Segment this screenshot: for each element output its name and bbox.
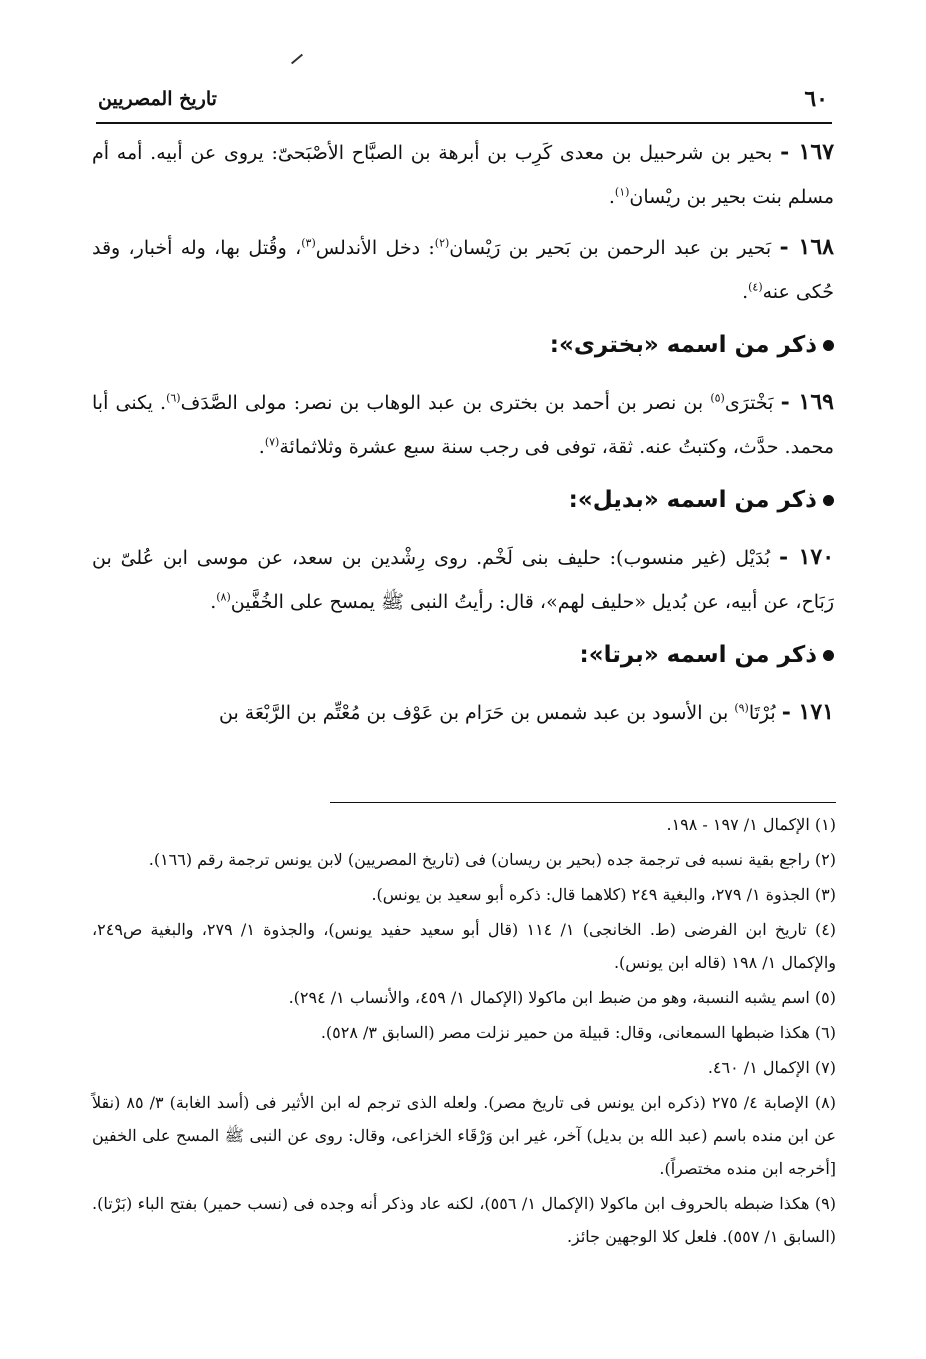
bullet-icon [823,650,834,661]
footnote-4 [92,913,836,979]
footnote-ref: (٤) [748,280,763,294]
section-heading-badil [92,475,834,525]
running-title: تاريخ المصريين [98,88,217,110]
footnote-number: (٥) [814,988,836,1007]
heading-text: ذكر من اسمه «برتا»: [579,642,817,668]
footnote-8 [92,1086,836,1185]
entry-tail: . [608,186,615,208]
footnote-number: (٩) [814,1194,836,1213]
entry-text: : دخل الأندلس [315,237,435,259]
footnote-number: (١) [814,815,836,834]
entry-text: بحير بن شرحبيل بن معدى كَرِب بن أبرهة بن الصبَّاح الأصْبَحىّ: يروى عن أبيه. أمه أم مسلم بنت بحير بن ريْسان [92,142,834,208]
entry-text: بُرْتَا [748,702,776,724]
footnote-5 [92,981,836,1014]
bullet-icon [823,495,834,506]
footnote-text: الإكمال ١/ ٤٦٠. [707,1058,810,1077]
entry-number: ١٦٩ - [780,389,834,415]
footnote-ref: (٥) [710,391,725,405]
footnotes [92,808,836,1255]
entry-tail: . [210,591,217,613]
entry-number: ١٦٨ - [779,234,834,260]
footnote-2 [92,843,836,876]
footnote-number: (٨) [814,1093,836,1112]
footnote-text: الإصابة ٤/ ٢٧٥ (ذكره ابن يونس فى تاريخ مصر). ولعله الذى ترجم له ابن الأثير فى (أسد الغابة) ٣/ ٨٥ (نقلاً عن ابن منده باسم (عبد الله بن بديل) آخر، غير ابن وَرْقَاء الخزاعى، وقال: روى عن النبى ﷺ المسح على الخفين [أخرجه ابن منده مختصراً). [92,1093,836,1178]
footnote-text: هكذا ضبطها السمعانى، وقال: قبيلة من حمير نزلت مصر (السابق ٣/ ٥٢٨). [320,1023,810,1042]
page-header [96,82,832,124]
entry-text: بُدَيْل (غير منسوب): حليف بنى لَخْم. روى رِشْدين بن سعد، عن موسى ابن عُلىّ بن رَبَاح، عن أبيه، عن بُديل «حليف لهم»، قال: رأيتُ النبى ﷺ يمسح على الخُفَّين [92,547,834,613]
heading-text: ذكر من اسمه «بخترى»: [549,332,817,358]
footnote-text: الجذوة ١/ ٢٧٩، والبغية ٢٤٩ (كلاهما قال: ذكره أبو سعيد بن يونس). [371,885,810,904]
footnote-1 [92,808,836,841]
section-heading-bakhtari [92,320,834,370]
footnote-ref: (٩) [734,701,749,715]
footnote-separator [330,802,836,803]
entry-169 [92,380,834,469]
entry-tail: . [742,281,749,303]
bullet-icon [823,340,834,351]
footnote-ref: (٧) [264,435,280,449]
footnote-6 [92,1016,836,1049]
footnote-ref: (١) [614,185,630,199]
entry-number: ١٦٧ - [780,139,835,165]
page-number: ٦٠ [804,86,828,112]
footnote-ref: (٢) [434,236,450,250]
footnote-9 [92,1187,836,1253]
footnote-number: (٣) [814,885,836,904]
stray-pen-mark [291,54,303,65]
entry-170 [92,535,834,624]
entry-text: بن الأسود بن عبد شمس بن حَرَام بن عَوْف بن مُعْتِّم بن الرَّبْعَة بن [218,702,735,724]
footnote-ref: (٦) [166,391,181,405]
footnote-text: تاريخ ابن الفرضى (ط. الخانجى) ١/ ١١٤ (قال أبو سعيد حفيد يونس)، والجذوة ١/ ٢٧٩، والبغية ص٢٤٩، والإكمال ١/ ١٩٨ (قاله ابن يونس). [92,920,836,972]
entry-167 [92,130,834,219]
footnote-text: راجع بقية نسبه فى ترجمة جده (بحير بن ريسان) فى (تاريخ المصريين) لابن يونس ترجمة رقم (١٦٦). [148,850,810,869]
footnote-7 [92,1051,836,1084]
entry-text: بَحير بن عبد الرحمن بن بَحير بن رَيْسان [449,237,772,259]
entry-tail: . [258,436,265,458]
entry-171 [92,690,834,735]
footnote-ref: (٣) [301,236,316,250]
footnote-number: (٢) [814,850,836,869]
footnote-number: (٦) [814,1023,836,1042]
footnote-3 [92,878,836,911]
entry-text: . يكنى أبا محمد. حدَّث، وكتبتُ عنه. ثقة، توفى فى رجب سنة سبع عشرة وثلاثمائة [92,392,834,458]
footnote-number: (٤) [814,920,837,939]
heading-text: ذكر من اسمه «بديل»: [568,487,817,513]
main-text [92,130,834,741]
entry-text: ، وقُتل بها، وله أخبار، وقد حُكى عنه [92,237,834,303]
entry-168 [92,225,834,314]
footnote-text: الإكمال ١/ ١٩٧ - ١٩٨. [666,815,810,834]
entry-number: ١٧٠ - [778,544,835,570]
entry-text: بَخْترَى [724,392,774,414]
footnote-number: (٧) [814,1058,836,1077]
entry-text: بن نصر بن أحمد بن بخترى بن عبد الوهاب بن نصر: مولى الصَّدَف [180,392,711,414]
footnote-text: اسم يشبه النسبة، وهو من ضبط ابن ماكولا (الإكمال ١/ ٤٥٩، والأنساب ١/ ٢٩٤). [288,988,810,1007]
entry-number: ١٧١ - [781,699,834,725]
section-heading-barta [92,630,834,680]
footnote-ref: (٨) [216,590,231,604]
footnote-text: هكذا ضبطه بالحروف ابن ماكولا (الإكمال ١/ ٥٥٦)، لكنه عاد وذكر أنه وجده فى (نسب حمير) بفتح الباء (بَرْتا). (السابق ١/ ٥٥٧). فلعل كلا الوجهين جائز. [92,1194,836,1246]
